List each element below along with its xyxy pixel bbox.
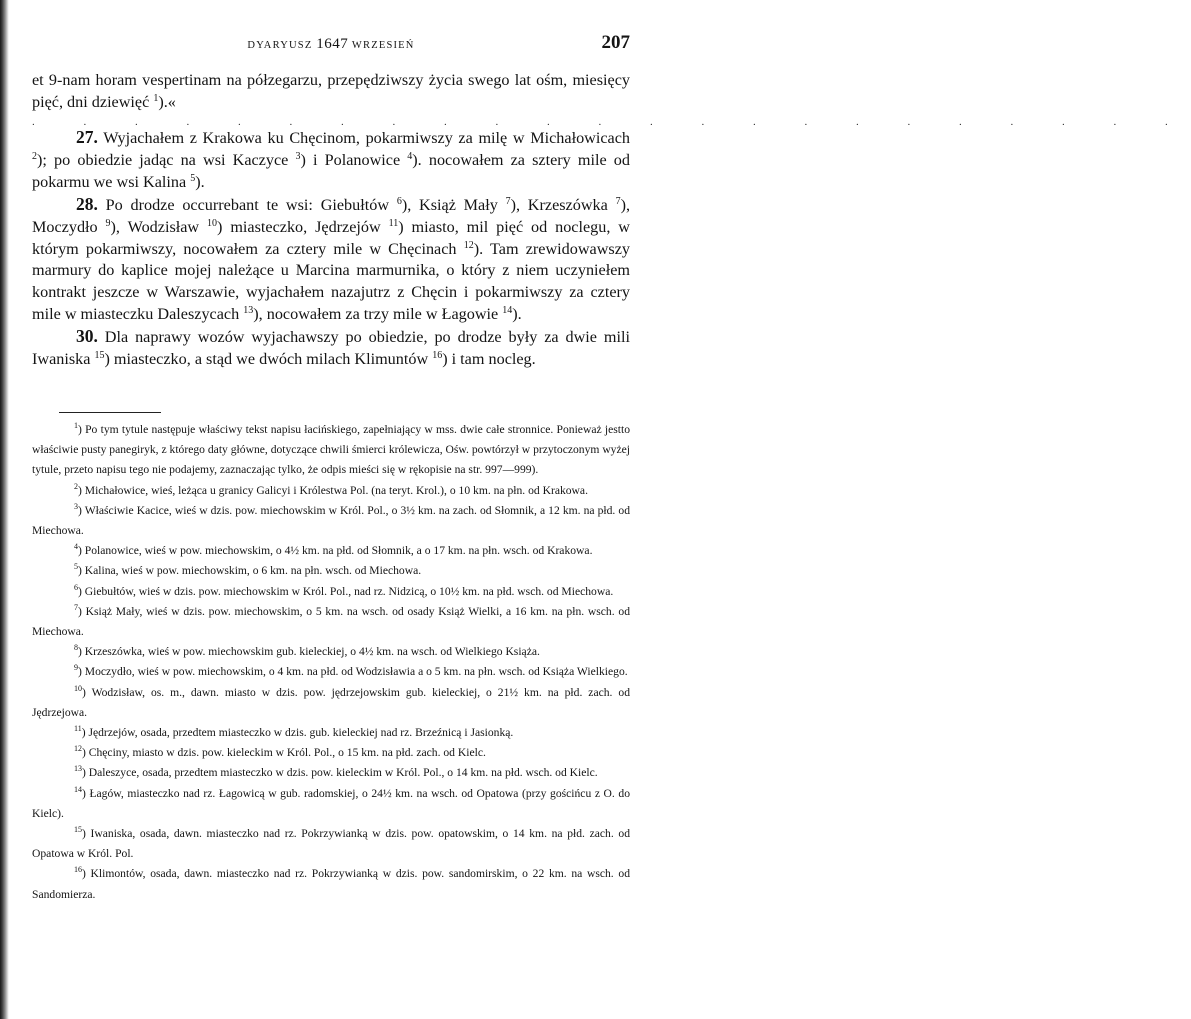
footnote-text: ) Daleszyce, osada, przedtem miasteczko w dzis. pow. kieleckim w Król. Pol., o 14 km. na płd. wsch. od Kielc. — [82, 766, 598, 780]
footnote-text: ) Polanowice, wieś w pow. miechowskim, o 4½ km. na płd. od Słomnik, a o 17 km. na płn. wsch. od Krakowa. — [78, 544, 593, 558]
page-number: 207 — [601, 32, 630, 53]
footnote-text: ) Klimontów, osada, dawn. miasteczko nad rz. Pokrzywianką w dzis. pow. sandomirskim, o 22 km. na wsch. od Sandomierza. — [32, 867, 630, 901]
footnote-text: ) Właściwie Kacice, wieś w dzis. pow. miechowskim w Król. Pol., o 3½ km. na zach. od Słomnik, a 12 km. na płd. od Miechowa. — [32, 503, 630, 538]
running-title-left: DYARYUSZ — [247, 40, 313, 51]
footnote-ref: 7 — [505, 195, 511, 207]
footnote-ref: 4 — [407, 150, 413, 162]
text-run: Wyjachałem z Krakowa ku Chęcinom, pokarmiwszy za milę w Michałowicach — [97, 129, 630, 147]
footnote-mark: 16 — [74, 865, 82, 875]
text-run: ). — [195, 172, 205, 191]
footnote-mark: 9 — [74, 663, 78, 673]
footnote-mark: 8 — [74, 643, 78, 653]
footnote-ref: 3 — [295, 150, 301, 162]
footnote-mark: 4 — [74, 542, 78, 552]
footnote — [32, 642, 630, 662]
footnote-ref: 12 — [463, 239, 474, 251]
footnote-ref: 7 — [615, 195, 621, 207]
footnote-ref: 9 — [105, 217, 111, 229]
text-run: ) miasteczko, Jędrzejów — [217, 217, 389, 236]
footnote-mark: 2 — [74, 481, 78, 491]
paragraph-continuation — [32, 70, 630, 114]
text-run: ) i Polanowice — [300, 150, 408, 169]
omission-dots: . . . . . . . . . . . . . . . . . . . . . . . — [32, 116, 1191, 128]
footnote-ref: 15 — [94, 350, 105, 362]
running-title-right: WRZESIEŃ — [351, 40, 415, 51]
footnote-mark: 6 — [74, 582, 78, 592]
footnote — [32, 602, 630, 642]
text-run: ). — [512, 305, 522, 324]
entry-27 — [32, 127, 630, 194]
text-run: ) i tam nocleg. — [442, 350, 536, 369]
text-run: et 9-nam horam vespertinam na półzegarzu, przepędziwszy życia swego lat ośm, miesięcy pięć, dni dziewięć — [32, 71, 630, 111]
entry-30 — [32, 326, 630, 371]
footnote-mark: 7 — [74, 602, 78, 612]
footnote — [32, 420, 630, 481]
footnote-mark: 15 — [74, 825, 82, 835]
text-run: ).« — [158, 92, 176, 111]
footnote-text: ) Łagów, miasteczko nad rz. Łagowicą w gub. radomskiej, o 24½ km. na wsch. od Opatowa (przy gościńcu z O. do Kielc). — [32, 786, 630, 820]
text-run: ), nocowałem za trzy mile w Łagowie — [253, 305, 503, 324]
footnote-ref: 13 — [243, 305, 254, 317]
entry-28 — [32, 194, 630, 326]
footnote-mark: 5 — [74, 562, 78, 572]
footnote-ref: 5 — [190, 172, 196, 184]
entry-number: 27. — [76, 127, 98, 147]
main-text-entries — [32, 127, 630, 371]
text-run: ); po obiedzie jadąc na wsi Kaczyce — [37, 150, 296, 169]
text-run: ), Moczydło — [32, 195, 631, 236]
entry-number: 30. — [76, 326, 98, 347]
footnote-mark: 3 — [74, 501, 78, 511]
text-run: ) miasteczko, a stąd we dwóch milach Klimuntów — [104, 350, 433, 369]
text-run: Dla naprawy wozów wyjachawszy po obiedzie, po drodze były za dwie mili Iwaniska — [32, 328, 630, 369]
footnote — [32, 784, 630, 824]
footnote-ref: 11 — [388, 217, 399, 229]
footnote — [32, 824, 630, 864]
footnote-text: ) Jędrzejów, osada, przedtem miasteczko w dzis. gub. kieleckiej nad rz. Brzeźnicą i Jasionką. — [81, 726, 514, 740]
footnote-ref: 2 — [32, 150, 37, 162]
footnote — [32, 763, 630, 783]
main-text — [32, 70, 630, 114]
footnote — [32, 582, 630, 602]
footnote — [32, 662, 630, 682]
footnote-ref: 1 — [153, 92, 159, 104]
footnote-mark: 10 — [74, 683, 82, 693]
page-header — [32, 33, 630, 55]
running-title-year: 1647 — [316, 36, 349, 52]
footnote-ref: 16 — [432, 350, 443, 362]
footnote-mark: 1 — [74, 421, 78, 430]
entry-number: 28. — [76, 193, 98, 214]
footnote-ref: 10 — [207, 217, 218, 229]
footnote — [32, 683, 630, 723]
text-run: ), Książ Mały — [401, 195, 506, 214]
running-title — [32, 36, 630, 53]
footnote — [32, 561, 630, 581]
footnote — [32, 481, 630, 501]
footnote — [32, 501, 630, 541]
footnote-mark: 13 — [74, 764, 82, 774]
text-run: Po drodze occurrebant te wsi: Giebułtów — [97, 195, 397, 214]
text-run: ), Wodzisław — [110, 217, 208, 236]
footnote-text: ) Moczydło, wieś w pow. miechowskim, o 4 km. na płd. od Wodzisławia a o 5 km. na płn. wsch. od Książa Wielkiego. — [78, 665, 628, 679]
text-run: ) miasto, mil pięć od noclegu, w którym pokarmiwszy, nocowałem za cztery mile w Chęcinach — [32, 217, 631, 258]
footnote-text: ) Chęciny, miasto w dzis. pow. kieleckim w Król. Pol., o 15 km. na płd. zach. od Kielc. — [82, 746, 486, 760]
text-run: ). Tam zrewidowawszy marmury do kaplice mojej należące u Marcina marmurnika, o który z niem uczyniełem kontrakt jeszcze w Warszawie, wyjachałem nazajutrz z Chęcin i pokarmiwszy za cztery mile w miasteczku Daleszycach — [32, 239, 630, 324]
footnote-text: ) Krzeszówka, wieś w pow. miechowskim gub. kieleckiej, o 4½ km. na wsch. od Wielkiego Książa. — [78, 645, 540, 659]
footnote-mark: 11 — [74, 724, 82, 734]
footnote-text: ) Iwaniska, osada, dawn. miasteczko nad rz. Pokrzywianką w dzis. pow. opatowskim, o 14 km. na płd. zach. od Opatowa w Król. Pol. — [32, 827, 630, 861]
footnote — [32, 541, 630, 561]
footnotes — [32, 420, 630, 905]
footnote-text: ) Michałowice, wieś, leżąca u granicy Galicyi i Królestwa Pol. (na teryt. Krol.), o 10 km. na płn. od Krakowa. — [78, 483, 588, 497]
footnote-text: ) Książ Mały, wieś w dzis. pow. miechowskim, o 5 km. na wsch. od osady Książ Wielki, a 16 km. na płn. wsch. od Miechowa. — [32, 604, 630, 639]
footnote-ref: 6 — [396, 195, 402, 207]
footnote-text: ) Po tym tytule następuje właściwy tekst napisu łacińskiego, zapełniający w mss. dwie całe stronnice. Ponieważ jestto właściwie pusty panegiryk, z którego daty główne, dotyczące chwili śmierci królewicza, Ośw. powtórzył w przytoczonym wyżej tytule, przeto napisu tego nie podajemy, zaznaczając tylko, że odpis mieści się w rękopisie na str. 997—999). — [32, 423, 630, 477]
text-run: ), Krzeszówka — [510, 195, 616, 214]
book-spine-shadow — [0, 0, 9, 1019]
footnote-ref: 14 — [502, 305, 513, 317]
footnote-text: ) Wodzisław, os. m., dawn. miasto w dzis. pow. jędrzejowskim gub. kieleckiej, o 21½ km. na płd. zach. od Jędrzejowa. — [32, 685, 630, 719]
footnote — [32, 864, 630, 904]
text-run: ). nocowałem za sztery mile od pokarmu we wsi Kalina — [32, 150, 630, 191]
footnote — [32, 743, 630, 763]
footnote — [32, 723, 630, 743]
footnote-text: ) Kalina, wieś w pow. miechowskim, o 6 km. na płn. wsch. od Miechowa. — [78, 564, 422, 578]
footnote-text: ) Giebułtów, wieś w dzis. pow. miechowskim w Król. Pol., nad rz. Nidzicą, o 10½ km. na płd. wsch. od Miechowa. — [78, 584, 614, 598]
footnote-rule — [59, 412, 161, 413]
footnote-mark: 14 — [74, 784, 82, 794]
footnote-mark: 12 — [74, 744, 82, 754]
